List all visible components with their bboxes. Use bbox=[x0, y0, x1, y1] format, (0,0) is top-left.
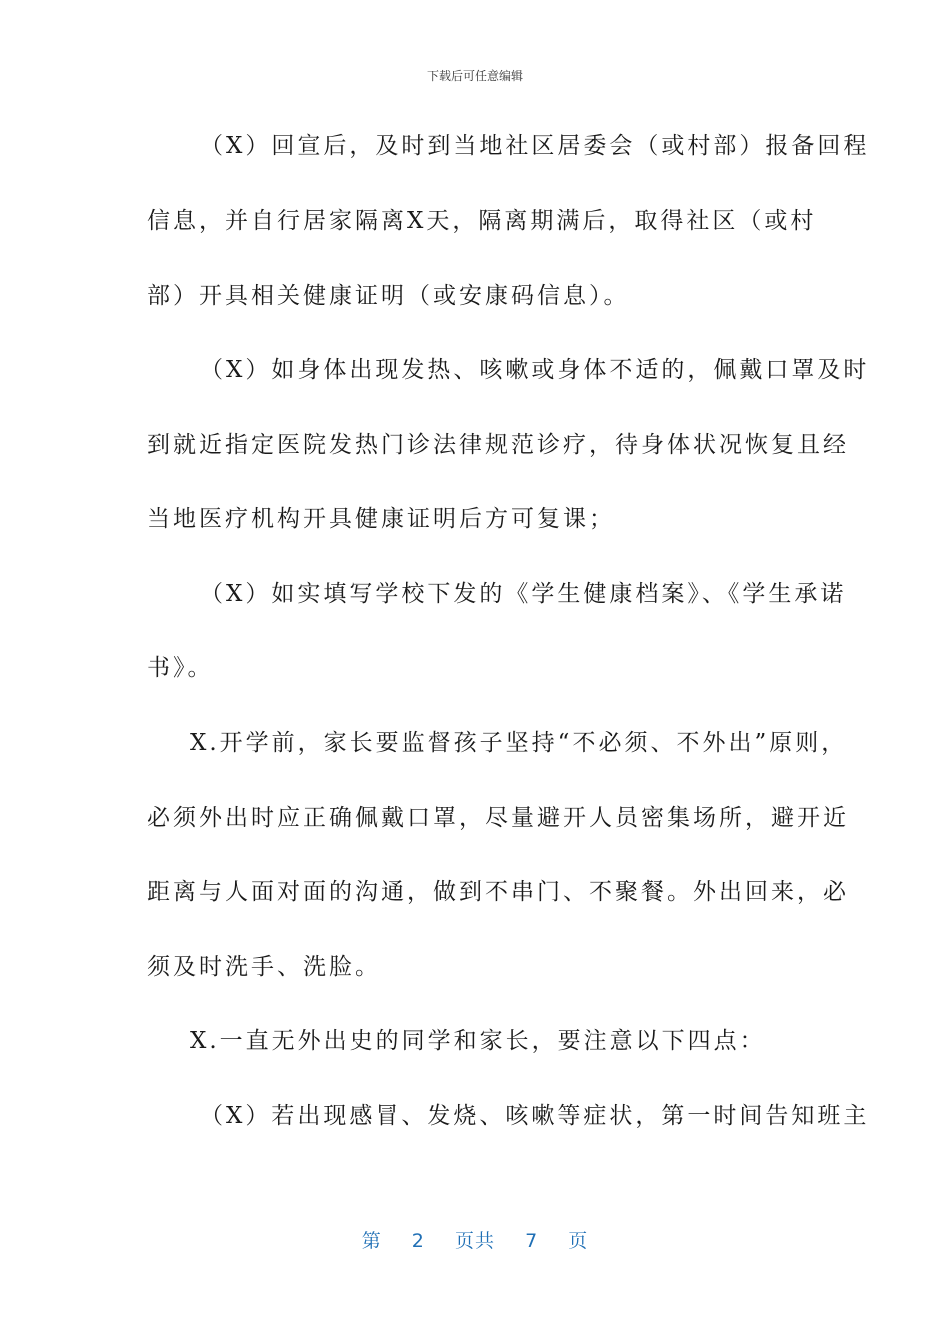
paragraph-line: （X）若出现感冒、发烧、咳嗽等症状，第一时间告知班主 bbox=[200, 1103, 870, 1129]
paragraph-line: 必须外出时应正确佩戴口罩，尽量避开人员密集场所，避开近 bbox=[147, 805, 849, 831]
paragraph-line: 信息，并自行居家隔离X天，隔离期满后，取得社区（或村 bbox=[147, 208, 817, 234]
page-suffix: 页 bbox=[568, 1230, 589, 1252]
paragraph-line: 书》。 bbox=[147, 655, 214, 681]
paragraph-line: （X）如实填写学校下发的《学生健康档案》、《学生承诺 bbox=[200, 581, 847, 607]
paragraph-line: 到就近指定医院发热门诊法律规范诊疗，待身体状况恢复且经 bbox=[147, 432, 849, 458]
paragraph-line: X.开学前，家长要监督孩子坚持“不必须、不外出”原则， bbox=[190, 730, 848, 756]
paragraph-line: （X）如身体出现发热、咳嗽或身体不适的，佩戴口罩及时 bbox=[200, 357, 870, 383]
paragraph-line: 须及时洗手、洗脸。 bbox=[147, 954, 381, 980]
paragraph-line: X.一直无外出史的同学和家长，要注意以下四点： bbox=[190, 1028, 766, 1054]
page-prefix: 第 bbox=[361, 1230, 382, 1252]
paragraph-line: 部）开具相关健康证明（或安康码信息）。 bbox=[147, 283, 630, 309]
page-footer bbox=[0, 1226, 950, 1253]
paragraph-line: （X）回宣后，及时到当地社区居委会（或村部）报备回程 bbox=[200, 133, 870, 159]
paragraph-line: 当地医疗机构开具健康证明后方可复课； bbox=[147, 506, 615, 532]
paragraph-line: 距离与人面对面的沟通，做到不串门、不聚餐。外出回来，必 bbox=[147, 879, 849, 905]
page-total: 7 bbox=[525, 1230, 539, 1252]
page-middle: 页共 bbox=[454, 1230, 495, 1252]
header-note: 下载后可任意编辑 bbox=[426, 69, 523, 83]
page-current: 2 bbox=[411, 1230, 425, 1252]
